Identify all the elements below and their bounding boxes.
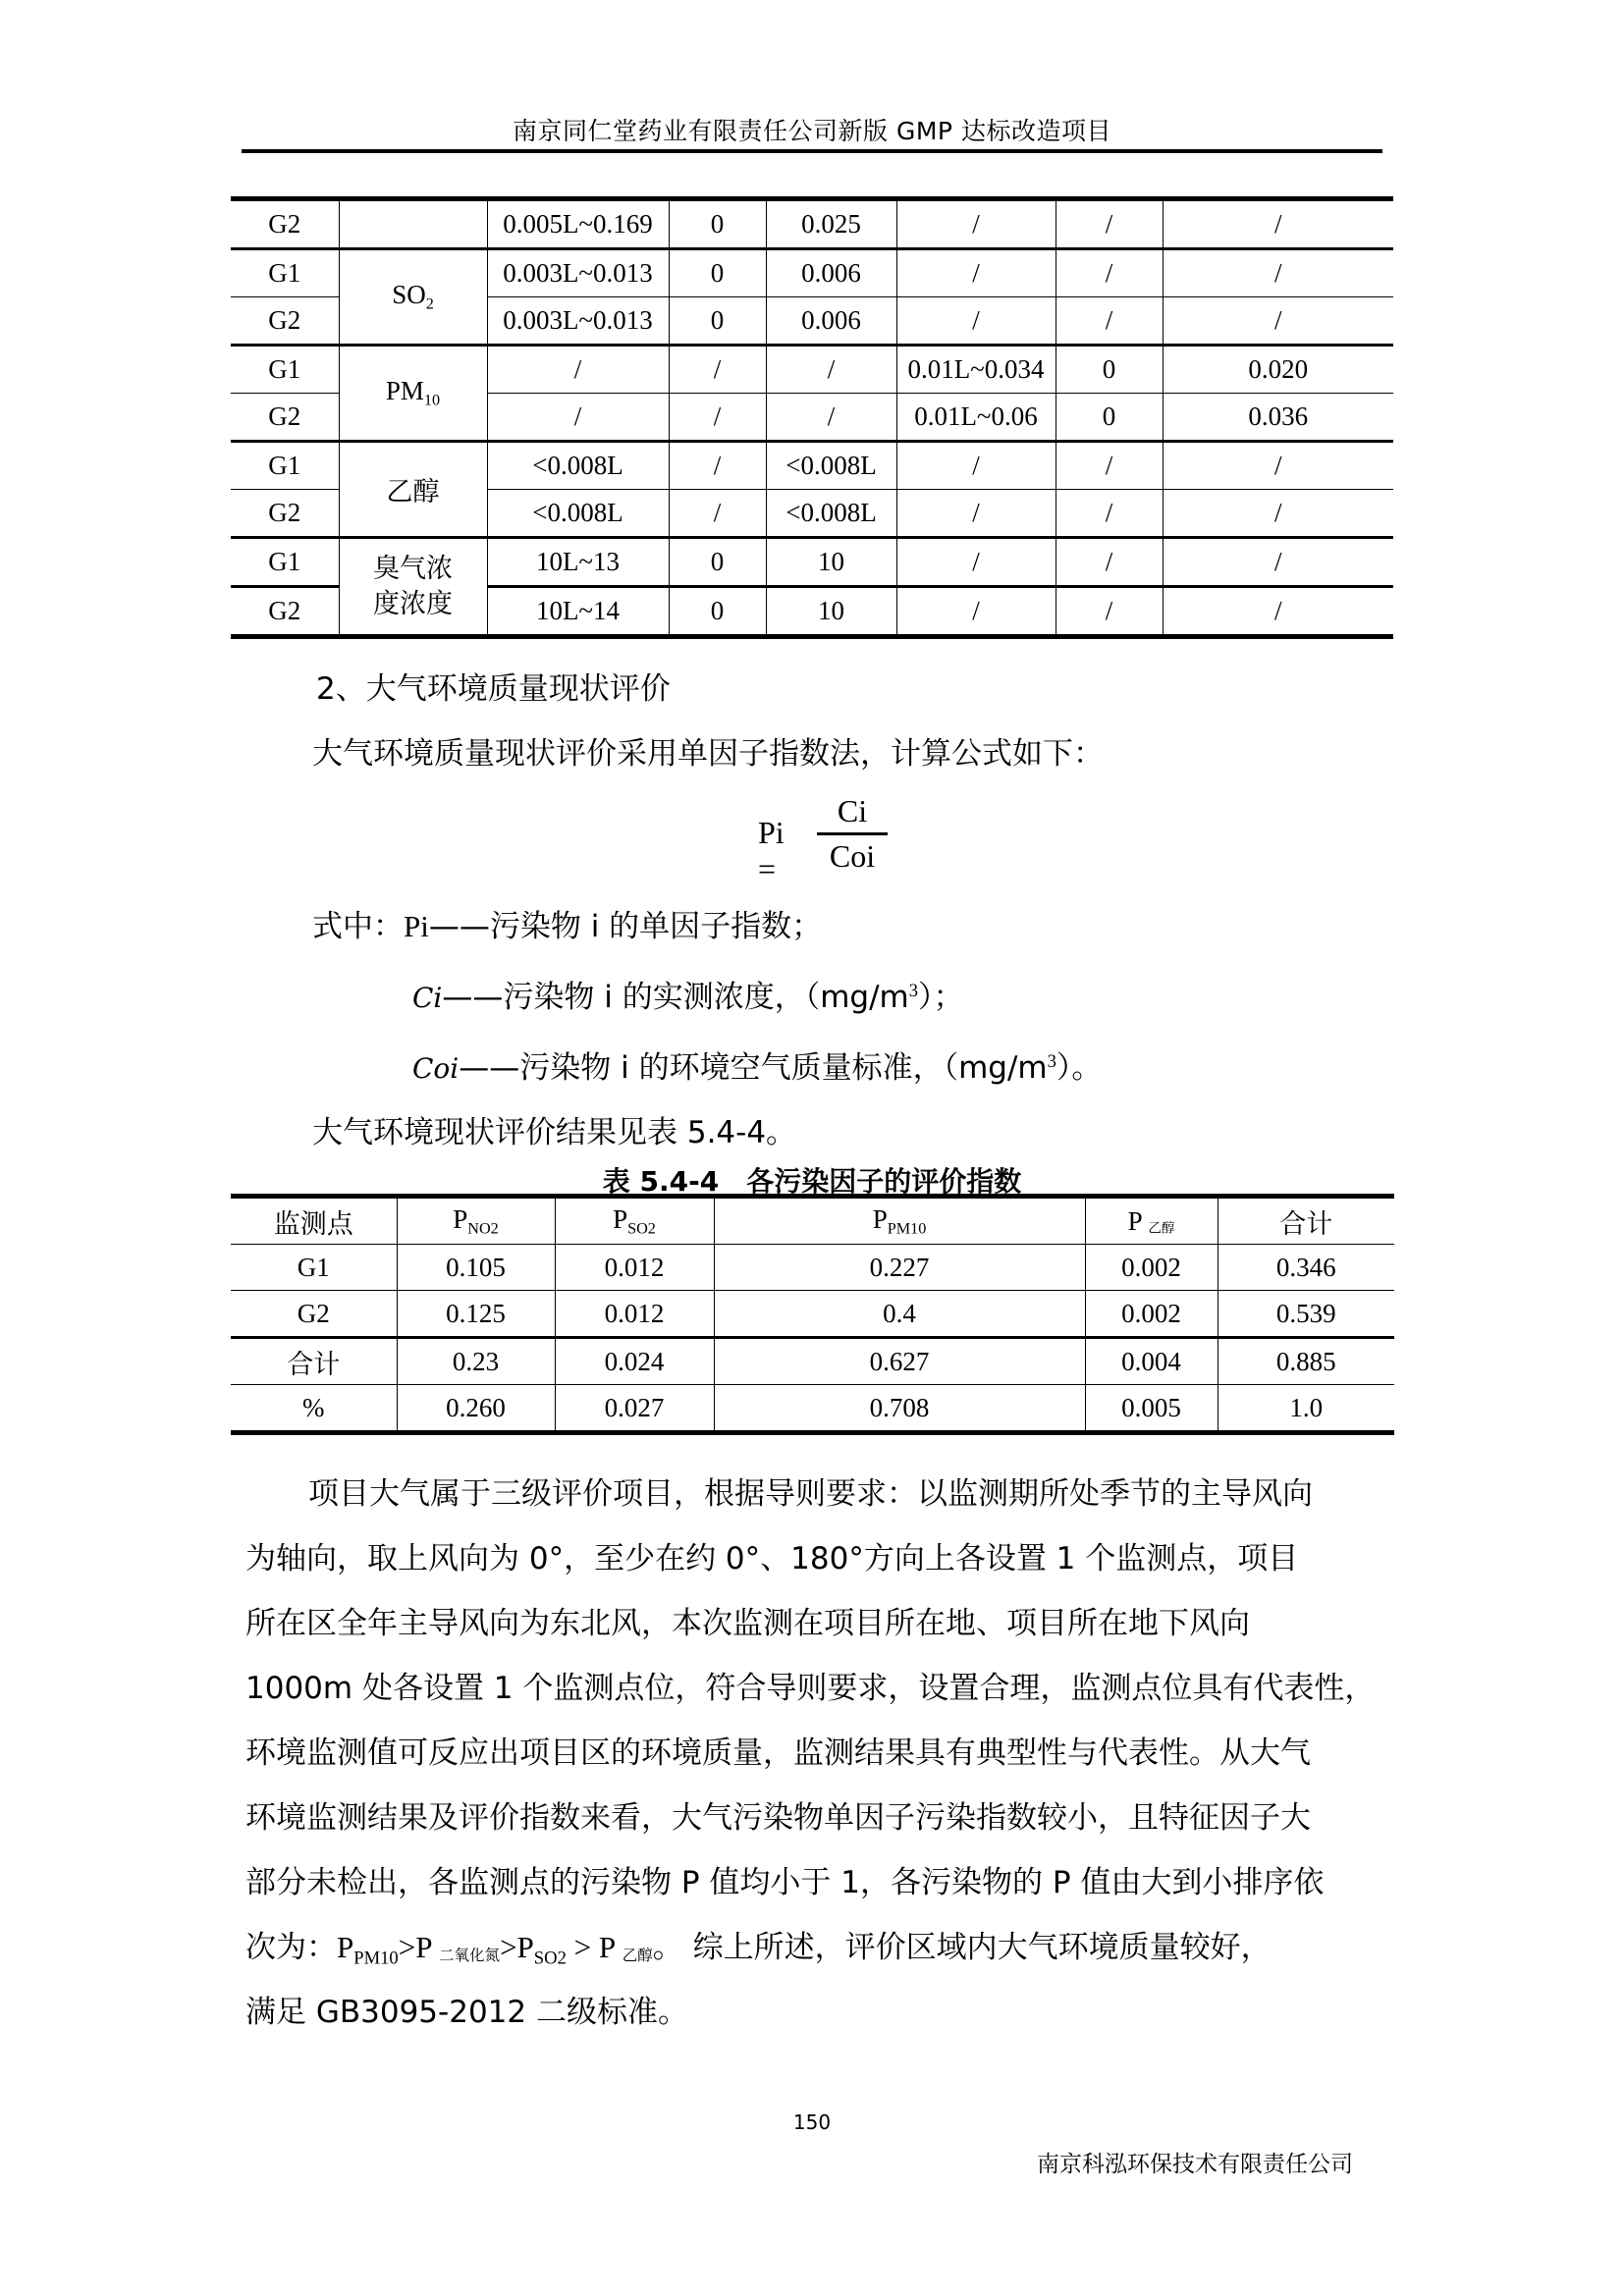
- method-intro: 大气环境质量现状评价采用单因子指数法，计算公式如下：: [312, 736, 1104, 772]
- value-cell: /: [1056, 538, 1163, 587]
- value-cell: 0.01L~0.06: [896, 394, 1056, 442]
- cell: 0.005: [1085, 1385, 1218, 1433]
- definition-text: ——污染物 i 的实测浓度，（mg/m: [442, 980, 909, 1015]
- header-cell: [397, 1197, 555, 1245]
- definition-coi: [412, 1042, 1102, 1087]
- cell: 0.885: [1218, 1338, 1394, 1385]
- ranking-gt: >: [500, 1930, 517, 1964]
- factor-label-line1: 臭气浓: [373, 553, 453, 584]
- value-cell: /: [1163, 199, 1393, 249]
- value-cell: 0: [669, 538, 766, 587]
- ranking-sub: 二氧化氮: [439, 1947, 501, 1965]
- table-row: [231, 1338, 1394, 1385]
- table-caption: 表 5.4-4 各污染因子的评价指数: [602, 1165, 1022, 1198]
- table-row: [231, 1385, 1394, 1433]
- definition-tail: ）；: [918, 980, 964, 1015]
- table-row: [231, 1245, 1394, 1291]
- point-cell: G1: [231, 249, 339, 297]
- value-cell: /: [1056, 587, 1163, 637]
- factor-cell-so2: [339, 249, 487, 346]
- cell: 合计: [231, 1338, 397, 1385]
- page-number: 150: [792, 2110, 832, 2134]
- cell: 0.708: [714, 1385, 1085, 1433]
- header-main: P: [613, 1203, 628, 1234]
- section-heading: 2、大气环境质量现状评价: [316, 671, 671, 707]
- paragraph-line: 环境监测值可反应出项目区的环境质量，监测结果具有典型性与代表性。从大气: [245, 1735, 1311, 1771]
- value-cell: /: [766, 346, 896, 394]
- cell: 0.125: [397, 1291, 555, 1338]
- value-cell: <0.008L: [766, 442, 896, 490]
- cell: %: [231, 1385, 397, 1433]
- cell: 0.260: [397, 1385, 555, 1433]
- value-cell: /: [1163, 538, 1393, 587]
- header-main: P: [1127, 1205, 1149, 1236]
- paragraph-line: 所在区全年主导风向为东北风，本次监测在项目所在地、项目所在地下风向: [245, 1606, 1250, 1641]
- header-sub: SO2: [627, 1219, 656, 1238]
- value-cell: /: [1056, 199, 1163, 249]
- value-cell: <0.008L: [487, 490, 669, 538]
- value-cell: 0: [1056, 394, 1163, 442]
- definition-var: Ci: [412, 982, 443, 1014]
- value-cell: /: [896, 490, 1056, 538]
- point-cell: G2: [231, 490, 339, 538]
- table-row: [231, 346, 1393, 394]
- value-cell: /: [896, 587, 1056, 637]
- value-cell: 0.01L~0.034: [896, 346, 1056, 394]
- value-cell: /: [896, 249, 1056, 297]
- evaluation-index-table: [231, 1194, 1394, 1435]
- ranking-sub: SO2: [533, 1948, 567, 1969]
- table-row: [231, 442, 1393, 490]
- factor-cell: [339, 199, 487, 249]
- cell: 0.012: [555, 1245, 714, 1291]
- formula-denominator: Coi: [829, 838, 876, 874]
- value-cell: 10L~13: [487, 538, 669, 587]
- point-cell: G2: [231, 394, 339, 442]
- cell: 0.346: [1218, 1245, 1394, 1291]
- table-row: [231, 1291, 1394, 1338]
- cell: 0.027: [555, 1385, 714, 1433]
- value-cell: /: [1056, 297, 1163, 346]
- value-cell: /: [487, 394, 669, 442]
- value-cell: 0: [669, 297, 766, 346]
- value-cell: 0.005L~0.169: [487, 199, 669, 249]
- definition-var: Coi: [412, 1052, 460, 1085]
- ranking-gt: >: [398, 1930, 416, 1964]
- point-cell: G1: [231, 442, 339, 490]
- factor-label-line2: 度浓度: [373, 588, 453, 619]
- value-cell: /: [1163, 587, 1393, 637]
- cell: 0.024: [555, 1338, 714, 1385]
- value-cell: 10: [766, 538, 896, 587]
- table-row: [231, 199, 1393, 249]
- paragraph-line: 项目大气属于三级评价项目，根据导则要求：以监测期所处季节的主导风向: [308, 1476, 1313, 1512]
- ranking-p: P: [415, 1930, 440, 1964]
- paragraph-line: 为轴向，取上风向为 0°，至少在约 0°、180°方向上各设置 1 个监测点，项目: [245, 1541, 1299, 1576]
- cell: G1: [231, 1245, 397, 1291]
- ranking-p: P: [516, 1930, 534, 1964]
- header-cell: 监测点: [231, 1197, 397, 1245]
- running-header-title: 南京同仁堂药业有限责任公司新版 GMP 达标改造项目: [513, 117, 1111, 145]
- value-cell: /: [1163, 442, 1393, 490]
- point-cell: G2: [231, 587, 339, 637]
- paragraph-line: 环境监测结果及评价指数来看，大气污染物单因子污染指数较小，且特征因子大: [245, 1800, 1311, 1836]
- formula-lhs: Pi =: [758, 815, 785, 886]
- fraction-bar: [817, 832, 888, 835]
- value-cell: 0.003L~0.013: [487, 297, 669, 346]
- header-cell: [1085, 1197, 1218, 1245]
- ranking-sub: 乙醇: [622, 1947, 653, 1965]
- value-cell: 0: [669, 249, 766, 297]
- cell: 0.4: [714, 1291, 1085, 1338]
- header-rule: [242, 149, 1382, 153]
- value-cell: 10L~14: [487, 587, 669, 637]
- header-sub: 乙醇: [1148, 1220, 1175, 1237]
- point-cell: G1: [231, 538, 339, 587]
- table-row: [231, 249, 1393, 297]
- cell: 0.539: [1218, 1291, 1394, 1338]
- cell: 0.002: [1085, 1291, 1218, 1338]
- formula-numerator: Ci: [837, 793, 868, 828]
- factor-subscript: 2: [425, 294, 434, 313]
- value-cell: /: [896, 538, 1056, 587]
- value-cell: /: [1056, 490, 1163, 538]
- formula-fraction: [817, 793, 888, 875]
- value-cell: 0.025: [766, 199, 896, 249]
- ranking-p: P: [598, 1930, 623, 1964]
- definition-ci: [412, 972, 964, 1016]
- cell: 0.23: [397, 1338, 555, 1385]
- see-table-text: 大气环境现状评价结果见表 5.4-4。: [312, 1115, 797, 1150]
- value-cell: /: [896, 442, 1056, 490]
- value-cell: /: [669, 346, 766, 394]
- value-cell: /: [1163, 249, 1393, 297]
- value-cell: 0.036: [1163, 394, 1393, 442]
- value-cell: 0.006: [766, 249, 896, 297]
- value-cell: /: [896, 297, 1056, 346]
- factor-label: PM: [385, 376, 424, 406]
- cell: 0.004: [1085, 1338, 1218, 1385]
- value-cell: /: [487, 346, 669, 394]
- value-cell: 0: [669, 199, 766, 249]
- header-main: P: [872, 1203, 888, 1234]
- value-cell: 10: [766, 587, 896, 637]
- value-cell: 0.020: [1163, 346, 1393, 394]
- definition-tail: ）。: [1056, 1050, 1103, 1086]
- value-cell: 0.003L~0.013: [487, 249, 669, 297]
- value-cell: /: [669, 442, 766, 490]
- monitoring-results-table: [231, 196, 1393, 639]
- value-cell: /: [1163, 490, 1393, 538]
- cell: 0.105: [397, 1245, 555, 1291]
- footer-company: 南京科泓环保技术有限责任公司: [1037, 2152, 1353, 2177]
- factor-cell-odor: [339, 538, 487, 637]
- header-main: P: [453, 1203, 468, 1234]
- header-cell: [555, 1197, 714, 1245]
- ranking-suffix: 。 综上所述，评价区域内大气环境质量较好，: [652, 1930, 1272, 1965]
- definition-sup: 3: [908, 980, 919, 1001]
- factor-cell-ethanol: 乙醇: [339, 442, 487, 538]
- definition-sup: 3: [1047, 1050, 1056, 1072]
- value-cell: <0.008L: [487, 442, 669, 490]
- ranking-gt: >: [566, 1930, 599, 1964]
- definition-var: Pi: [404, 909, 429, 943]
- cell: G2: [231, 1291, 397, 1338]
- definition-prefix: 式中：: [312, 909, 404, 944]
- cell: 0.627: [714, 1338, 1085, 1385]
- point-cell: G1: [231, 346, 339, 394]
- cell: 0.012: [555, 1291, 714, 1338]
- paragraph-line: 部分未检出，各监测点的污染物 P 值均小于 1，各污染物的 P 值由大到小排序依: [245, 1865, 1325, 1900]
- factor-label: SO: [392, 280, 426, 310]
- factor-subscript: 10: [423, 391, 441, 409]
- value-cell: /: [1056, 442, 1163, 490]
- header-cell: [714, 1197, 1085, 1245]
- value-cell: /: [1163, 297, 1393, 346]
- point-cell: G2: [231, 297, 339, 346]
- value-cell: 0.006: [766, 297, 896, 346]
- table-header-row: [231, 1197, 1394, 1245]
- value-cell: <0.008L: [766, 490, 896, 538]
- header-cell: 合计: [1218, 1197, 1394, 1245]
- definition-text: ——污染物 i 的环境空气质量标准，（mg/m: [459, 1050, 1048, 1086]
- paragraph-line: 1000m 处各设置 1 个监测点位，符合导则要求，设置合理，监测点位具有代表性，: [245, 1671, 1376, 1706]
- table-row: [231, 538, 1393, 587]
- header-sub: PM10: [887, 1219, 927, 1238]
- value-cell: 0: [1056, 346, 1163, 394]
- definition-pi: [312, 901, 822, 945]
- header-sub: NO2: [467, 1219, 499, 1238]
- paragraph-line: 满足 GB3095-2012 二级标准。: [245, 1995, 688, 2030]
- ranking-p: P: [337, 1930, 354, 1964]
- value-cell: /: [669, 394, 766, 442]
- value-cell: /: [766, 394, 896, 442]
- ranking-line: [245, 1922, 1272, 1970]
- ranking-sub: PM10: [353, 1948, 399, 1969]
- cell: 1.0: [1218, 1385, 1394, 1433]
- value-cell: 0: [669, 587, 766, 637]
- ranking-prefix: 次为：: [245, 1930, 337, 1965]
- cell: 0.227: [714, 1245, 1085, 1291]
- cell: 0.002: [1085, 1245, 1218, 1291]
- value-cell: /: [669, 490, 766, 538]
- value-cell: /: [896, 199, 1056, 249]
- value-cell: /: [1056, 249, 1163, 297]
- point-cell: G2: [231, 199, 339, 249]
- definition-text: ——污染物 i 的单因子指数；: [428, 909, 823, 944]
- factor-cell-pm10: [339, 346, 487, 442]
